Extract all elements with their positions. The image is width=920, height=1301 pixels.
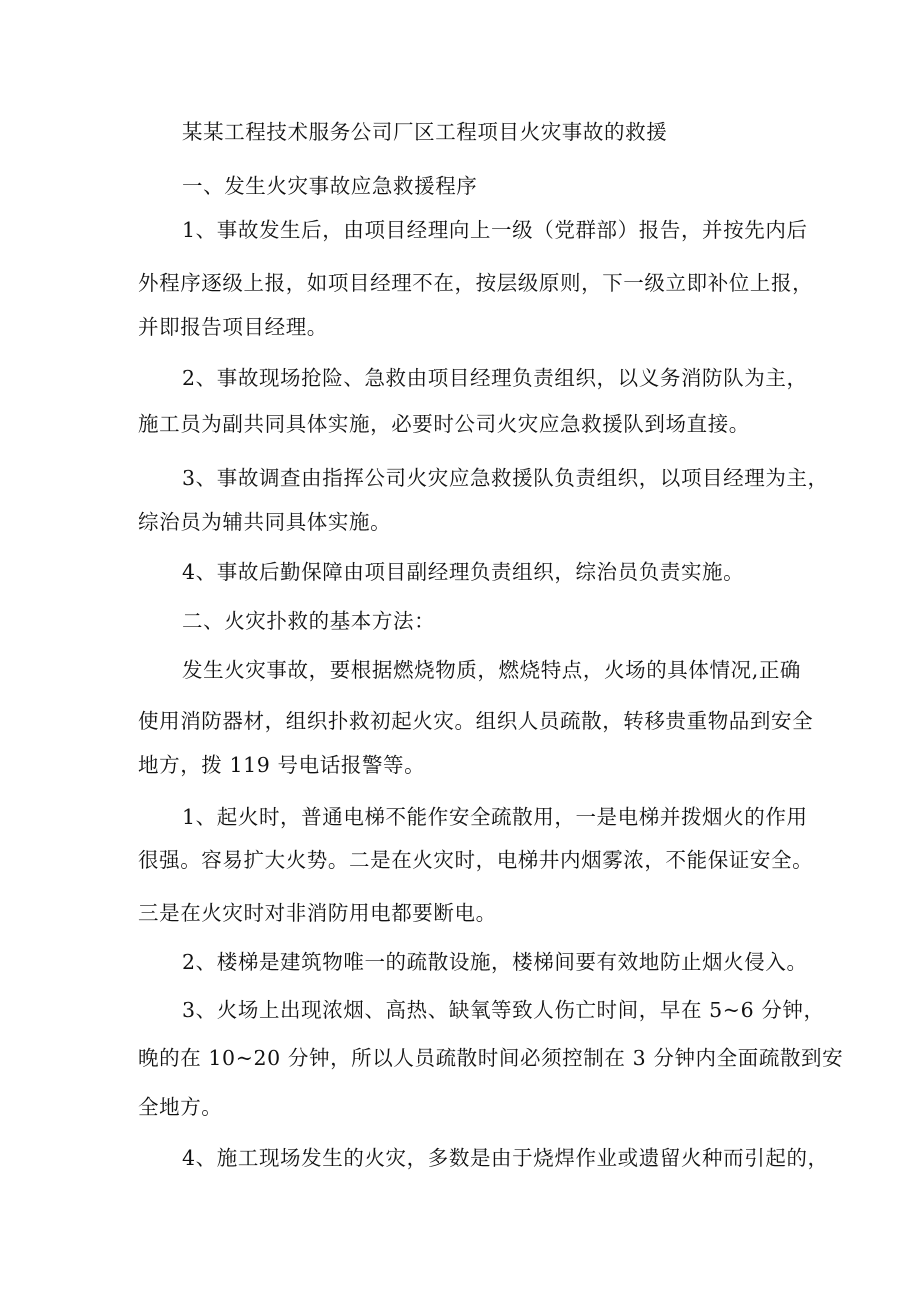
paragraph-line: 外程序逐级上报，如项目经理不在，按层级原则，下一级立即补位上报， — [138, 271, 814, 295]
paragraph-line: 并即报告项目经理。 — [138, 315, 328, 339]
paragraph-line: 4、事故后勤保障由项目副经理负责组织，综治员负责实施。 — [182, 560, 745, 584]
paragraph-line: 1、事故发生后，由项目经理向上一级（党群部）报告，并按先内后 — [182, 218, 808, 242]
paragraph-line: 施工员为副共同具体实施，必要时公司火灾应急救援队到场直接。 — [138, 412, 750, 436]
paragraph-line: 4、施工现场发生的火灾，多数是由于烧焊作业或遗留火种而引起的， — [182, 1146, 829, 1170]
paragraph-line: 全地方。 — [138, 1095, 223, 1119]
paragraph-line: 使用消防器材，组织扑救初起火灾。组织人员疏散，转移贵重物品到安全 — [138, 709, 814, 733]
section-heading: 二、火灾扑救的基本方法： — [182, 609, 436, 633]
paragraph-line: 三是在火灾时对非消防用电都要断电。 — [138, 901, 497, 925]
paragraph-line: 综治员为辅共同具体实施。 — [138, 510, 392, 534]
section-heading: 一、发生火灾事故应急救援程序 — [182, 174, 478, 198]
paragraph-line: 2、事故现场抢险、急救由项目经理负责组织，以义务消防队为主， — [182, 366, 808, 390]
paragraph-line: 3、火场上出现浓烟、高热、缺氧等致人伤亡时间，早在 5~6 分钟， — [182, 998, 825, 1022]
paragraph-line: 1、起火时，普通电梯不能作安全疏散用，一是电梯并拨烟火的作用 — [182, 805, 808, 829]
paragraph-line: 发生火灾事故，要根据燃烧物质，燃烧特点，火场的具体情况,正确 — [182, 658, 802, 682]
paragraph-line: 地方，拨 119 号电话报警等。 — [138, 753, 426, 777]
document-title: 某某工程技术服务公司厂区工程项目火灾事故的救援 — [182, 120, 668, 144]
paragraph-line: 3、事故调查由指挥公司火灾应急救援队负责组织，以项目经理为主， — [182, 466, 829, 490]
paragraph-line: 很强。容易扩大火势。二是在火灾时，电梯井内烟雾浓，不能保证安全。 — [138, 848, 814, 872]
paragraph-line: 2、楼梯是建筑物唯一的疏散设施，楼梯间要有效地防止烟火侵入。 — [182, 950, 808, 974]
paragraph-line: 晚的在 10~20 分钟，所以人员疏散时间必须控制在 3 分钟内全面疏散到安 — [138, 1046, 844, 1070]
